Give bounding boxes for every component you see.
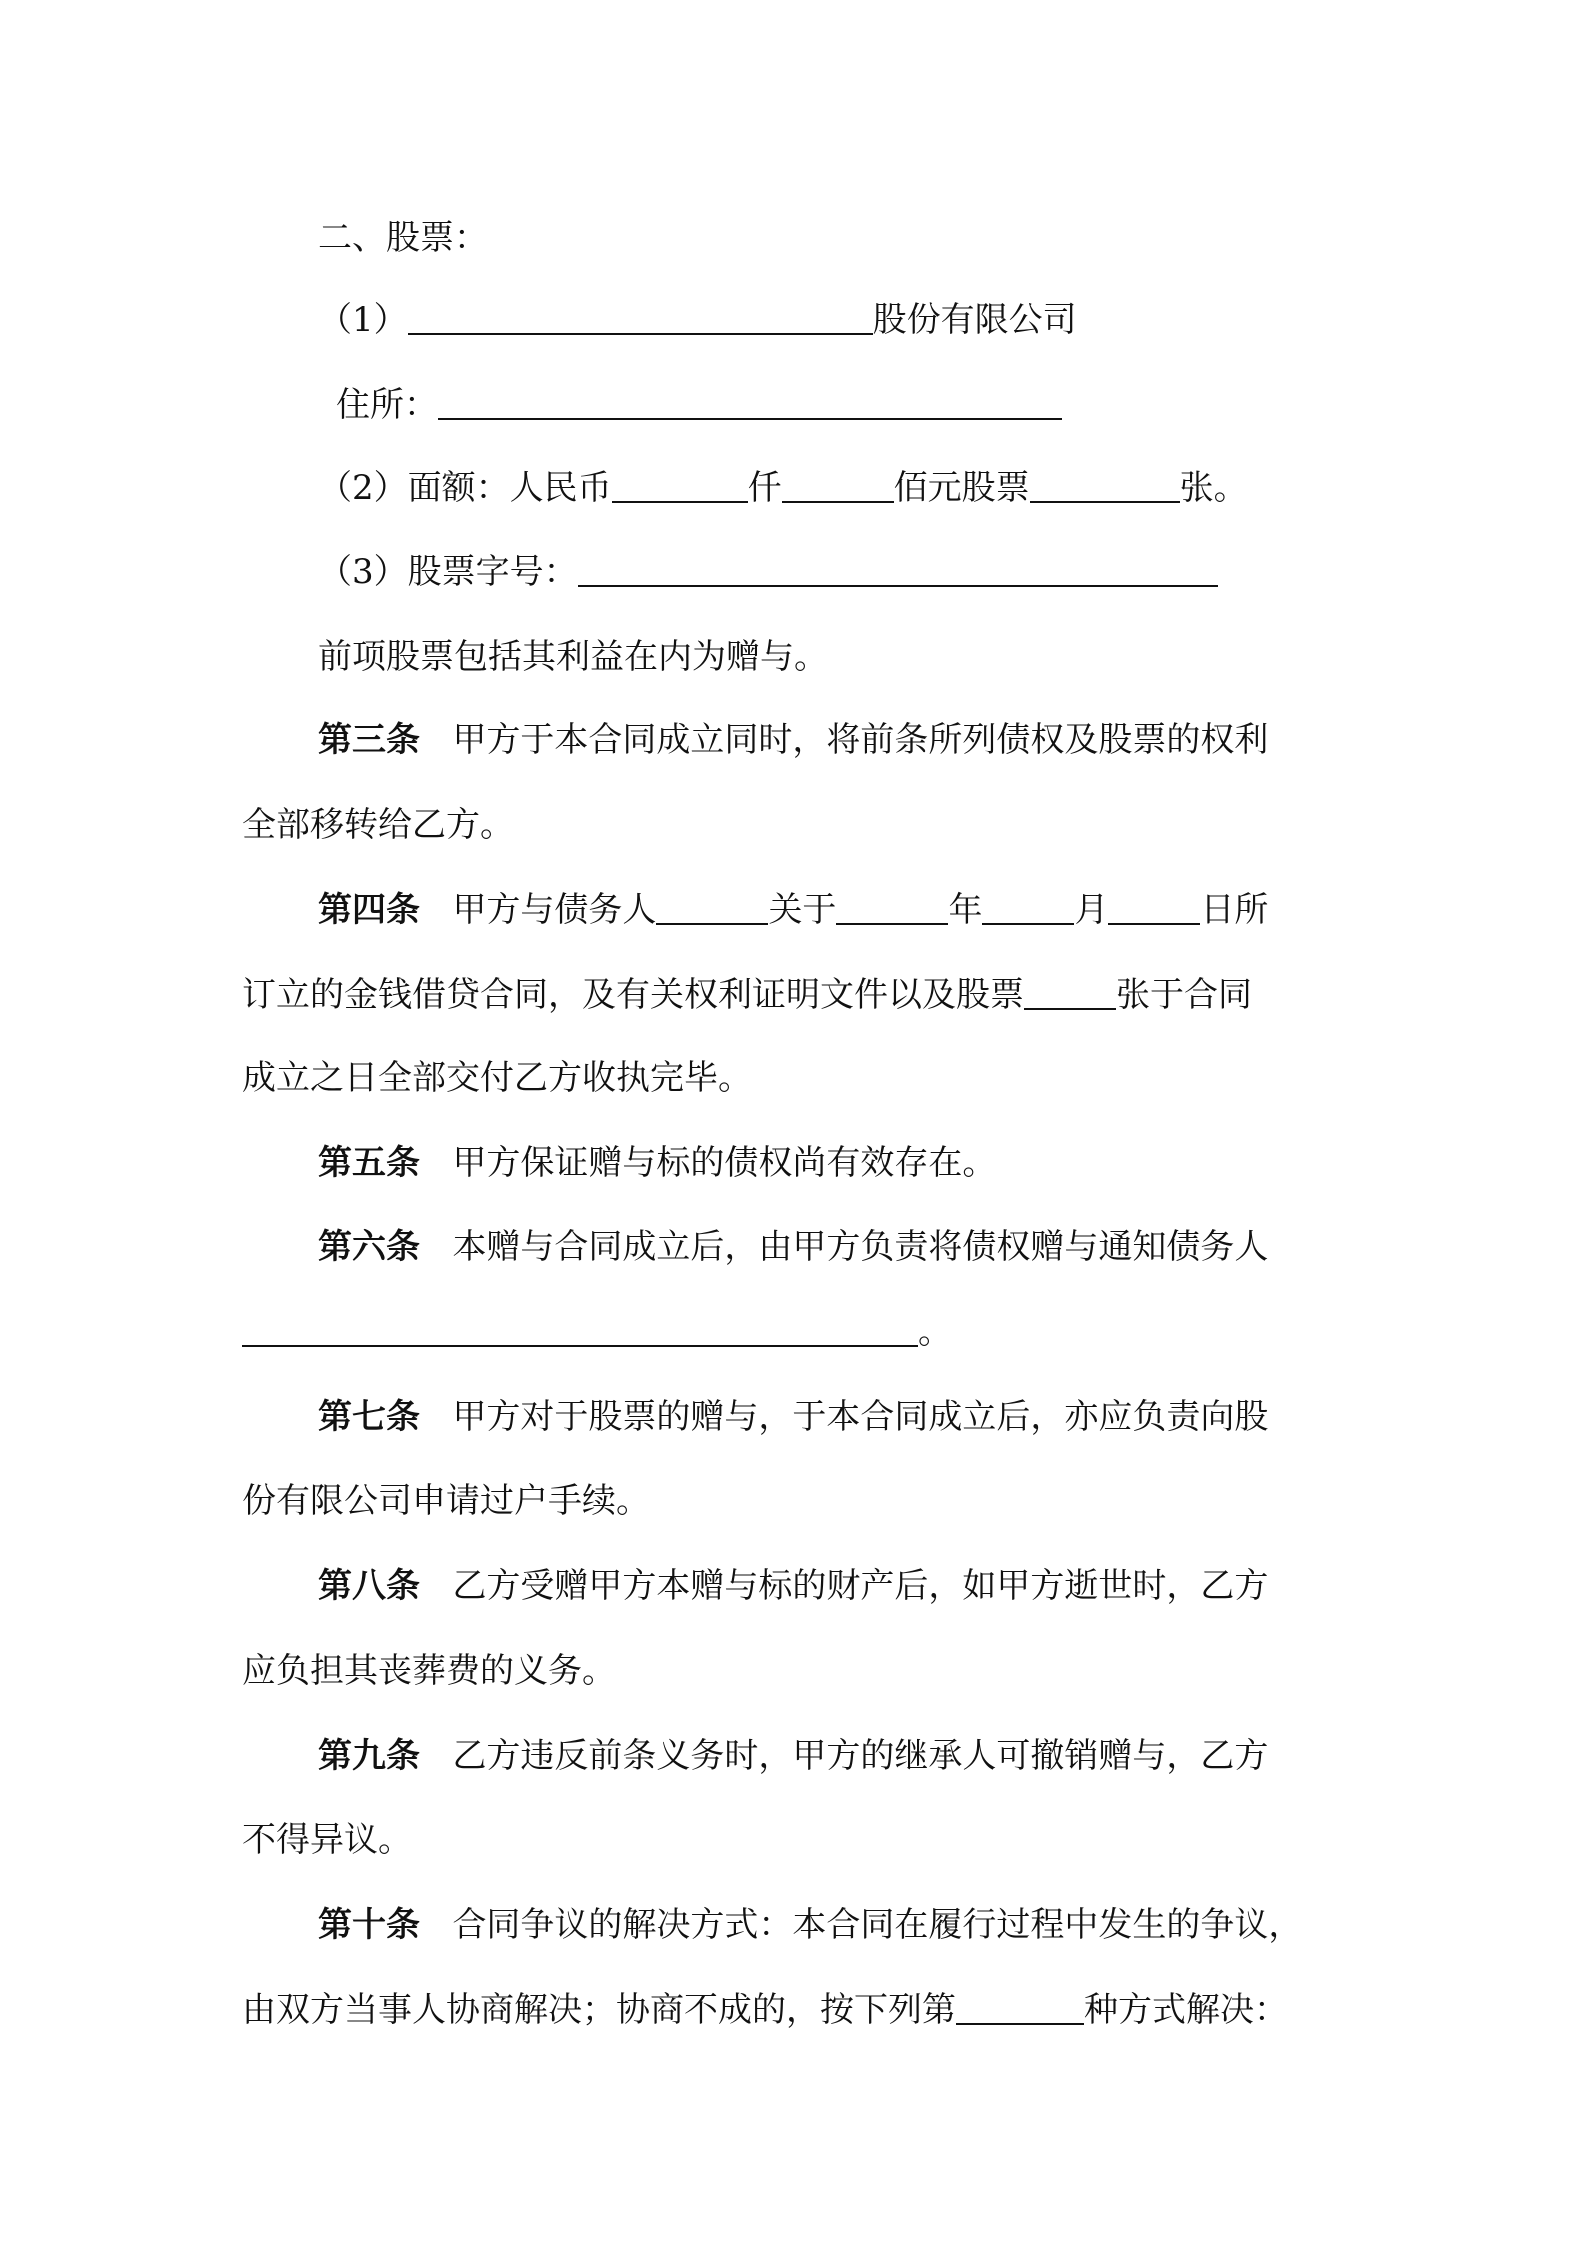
article-10-title: 第十条: [318, 1905, 420, 1945]
year-blank[interactable]: [836, 891, 948, 925]
article-4-title: 第四条: [318, 890, 420, 930]
article-3-title: 第三条: [318, 720, 420, 760]
stock-sheets-blank[interactable]: [1024, 976, 1116, 1010]
article-7-title: 第七条: [318, 1397, 420, 1437]
article-9-title: 第九条: [318, 1736, 420, 1776]
article-8-line-2: 应负担其丧葬费的义务。: [242, 1651, 616, 1691]
article-4-line-3: 成立之日全部交付乙方收执完毕。: [242, 1058, 752, 1098]
article-4-line-2: 订立的金钱借贷合同，及有关权利证明文件以及股票 张于合同: [242, 975, 1252, 1015]
article-7-line-1: 第七条 甲方对于股票的赠与，于本合同成立后，亦应负责向股: [318, 1397, 1269, 1437]
stock-item-2: （2）面额：人民币 仟 佰元股票 张。: [318, 468, 1248, 508]
section-heading: 二、股票：: [318, 218, 488, 258]
company-name-blank[interactable]: [408, 301, 873, 335]
stock-item-3: （3）股票字号：: [318, 547, 1218, 597]
hundreds-blank[interactable]: [782, 469, 894, 503]
article-3-line-2: 全部移转给乙方。: [242, 805, 514, 845]
article-9-line-2: 不得异议。: [242, 1820, 412, 1860]
debtor-blank[interactable]: [656, 891, 768, 925]
article-8-title: 第八条: [318, 1566, 420, 1606]
gift-note: 前项股票包括其利益在内为赠与。: [318, 637, 828, 677]
article-3-line-1: 第三条 甲方于本合同成立同时，将前条所列债权及股票的权利: [318, 720, 1269, 760]
article-10-line-1: 第十条 合同争议的解决方式：本合同在履行过程中发生的争议，: [318, 1905, 1303, 1945]
month-blank[interactable]: [982, 891, 1074, 925]
stock-number-blank[interactable]: [578, 553, 1218, 587]
day-blank[interactable]: [1108, 891, 1200, 925]
thousands-blank[interactable]: [612, 469, 748, 503]
article-4-line-1: 第四条 甲方与债务人 关于 年 月 日所: [318, 890, 1269, 930]
article-9-line-1: 第九条 乙方违反前条义务时，甲方的继承人可撤销赠与，乙方: [318, 1736, 1269, 1776]
address-line: 住所：: [336, 380, 1062, 430]
article-7-line-2: 份有限公司申请过户手续。: [242, 1481, 650, 1521]
article-5-title: 第五条: [318, 1143, 420, 1183]
address-blank[interactable]: [438, 386, 1062, 420]
resolution-method-blank[interactable]: [956, 1991, 1084, 2025]
article-6-line-1: 第六条 本赠与合同成立后，由甲方负责将债权赠与通知债务人: [318, 1227, 1269, 1267]
article-10-line-2: 由双方当事人协商解决；协商不成的，按下列第 种方式解决：: [242, 1990, 1288, 2030]
article-6-line-2: 。: [242, 1307, 952, 1357]
debtor-notice-blank[interactable]: [242, 1313, 918, 1347]
stock-item-1: （1） 股份有限公司: [318, 300, 1077, 340]
share-count-blank[interactable]: [1030, 469, 1180, 503]
article-6-title: 第六条: [318, 1227, 420, 1267]
article-5: 第五条 甲方保证赠与标的债权尚有效存在。: [318, 1143, 997, 1183]
article-8-line-1: 第八条 乙方受赠甲方本赠与标的财产后，如甲方逝世时，乙方: [318, 1566, 1269, 1606]
